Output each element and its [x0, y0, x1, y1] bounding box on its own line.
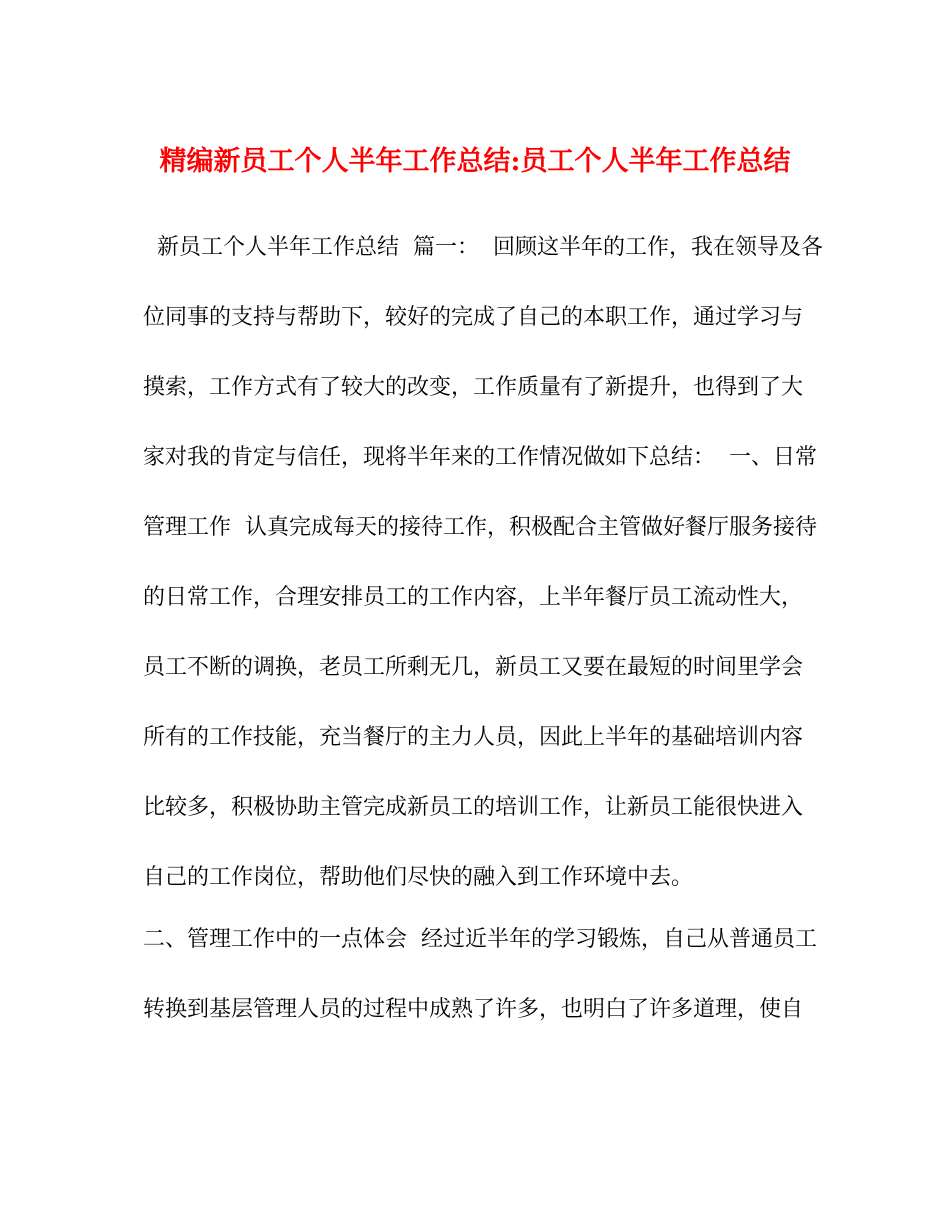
body-line-11: 二、管理工作中的一点体会 经过近半年的学习锻炼，自己从普通员工	[143, 927, 817, 952]
body-line-4: 家对我的肯定与信任，现将半年来的工作情况做如下总结： 一、日常	[143, 445, 817, 470]
body-line-1: 新员工个人半年工作总结 篇一： 回顾这半年的工作，我在领导及各	[143, 235, 823, 260]
document-title: 精编新员工个人半年工作总结:员工个人半年工作总结	[159, 146, 791, 177]
body-line-10: 自己的工作岗位，帮助他们尽快的融入到工作环境中去。	[143, 865, 694, 890]
body-line-7: 员工不断的调换，老员工所剩无几，新员工又要在最短的时间里学会	[143, 655, 804, 680]
body-line-3: 摸索，工作方式有了较大的改变，工作质量有了新提升，也得到了大	[143, 375, 804, 400]
body-line-9: 比较多，积极协助主管完成新员工的培训工作，让新员工能很快进入	[143, 795, 804, 820]
body-line-8: 所有的工作技能，充当餐厅的主力人员，因此上半年的基础培训内容	[143, 725, 804, 750]
body-line-5: 管理工作 认真完成每天的接待工作，积极配合主管做好餐厅服务接待	[143, 515, 817, 540]
body-line-2: 位同事的支持与帮助下，较好的完成了自己的本职工作，通过学习与	[143, 305, 804, 330]
body-line-6: 的日常工作，合理安排员工的工作内容，上半年餐厅员工流动性大，	[143, 585, 804, 610]
body-line-12: 转换到基层管理人员的过程中成熟了许多，也明白了许多道理，使自	[143, 997, 804, 1022]
